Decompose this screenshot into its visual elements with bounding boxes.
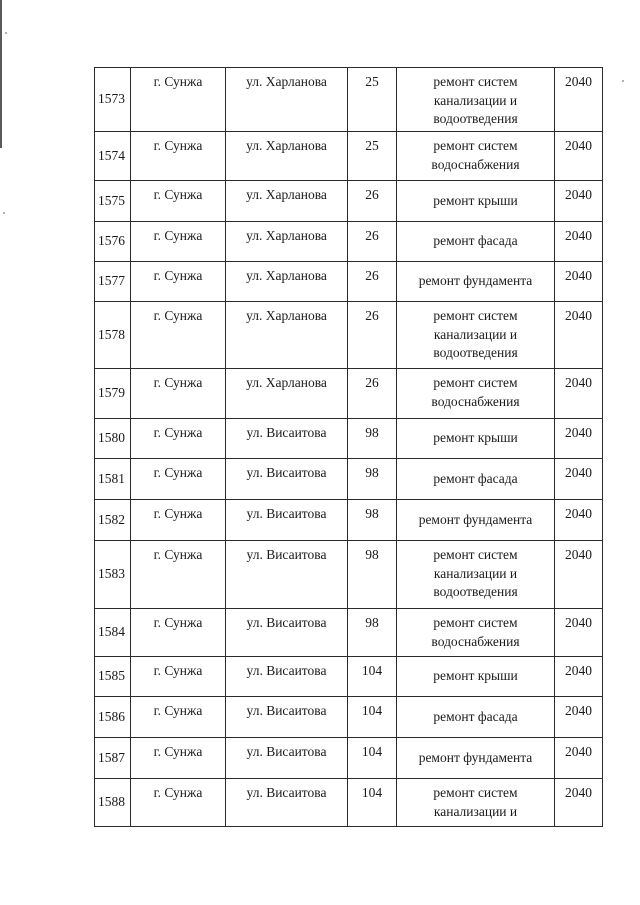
work-type-cell: ремонт фундамента xyxy=(397,738,555,779)
house-number-cell: 25 xyxy=(348,68,397,132)
city-cell: г. Сунжа xyxy=(131,541,226,609)
street-cell: ул. Висаитова xyxy=(226,609,348,657)
table-row xyxy=(95,657,603,697)
table-row xyxy=(95,262,603,302)
year-cell: 2040 xyxy=(555,132,603,181)
year-cell: 2040 xyxy=(555,302,603,369)
house-number-cell: 98 xyxy=(348,419,397,459)
year-cell: 2040 xyxy=(555,697,603,738)
row-number: 1579 xyxy=(95,369,131,419)
table-row xyxy=(95,697,603,738)
street-cell: ул. Висаитова xyxy=(226,541,348,609)
row-number: 1584 xyxy=(95,609,131,657)
work-type-cell: ремонт систем водоснабжения xyxy=(397,369,555,419)
city-cell: г. Сунжа xyxy=(131,68,226,132)
row-number: 1577 xyxy=(95,262,131,302)
year-cell: 2040 xyxy=(555,181,603,222)
work-type-cell: ремонт фундамента xyxy=(397,262,555,302)
street-cell: ул. Висаитова xyxy=(226,419,348,459)
row-number: 1576 xyxy=(95,222,131,262)
city-cell: г. Сунжа xyxy=(131,132,226,181)
scan-speck xyxy=(5,32,7,34)
table-row xyxy=(95,68,603,132)
year-cell: 2040 xyxy=(555,609,603,657)
city-cell: г. Сунжа xyxy=(131,262,226,302)
city-cell: г. Сунжа xyxy=(131,500,226,541)
table-row xyxy=(95,419,603,459)
table-row xyxy=(95,369,603,419)
year-cell: 2040 xyxy=(555,369,603,419)
repair-schedule-table xyxy=(94,67,603,827)
house-number-cell: 26 xyxy=(348,369,397,419)
city-cell: г. Сунжа xyxy=(131,302,226,369)
street-cell: ул. Висаитова xyxy=(226,657,348,697)
work-type-cell: ремонт фасада xyxy=(397,459,555,500)
row-number: 1588 xyxy=(95,779,131,827)
city-cell: г. Сунжа xyxy=(131,459,226,500)
street-cell: ул. Харланова xyxy=(226,181,348,222)
house-number-cell: 98 xyxy=(348,609,397,657)
street-cell: ул. Харланова xyxy=(226,132,348,181)
work-type-cell: ремонт систем водоснабжения xyxy=(397,132,555,181)
house-number-cell: 26 xyxy=(348,262,397,302)
year-cell: 2040 xyxy=(555,419,603,459)
work-type-cell: ремонт фундамента xyxy=(397,500,555,541)
row-number: 1582 xyxy=(95,500,131,541)
year-cell: 2040 xyxy=(555,68,603,132)
city-cell: г. Сунжа xyxy=(131,609,226,657)
house-number-cell: 104 xyxy=(348,657,397,697)
work-type-cell: ремонт систем водоснабжения xyxy=(397,609,555,657)
city-cell: г. Сунжа xyxy=(131,181,226,222)
work-type-cell: ремонт систем канализации и xyxy=(397,779,555,827)
row-number: 1573 xyxy=(95,68,131,132)
house-number-cell: 26 xyxy=(348,222,397,262)
house-number-cell: 98 xyxy=(348,500,397,541)
house-number-cell: 98 xyxy=(348,541,397,609)
year-cell: 2040 xyxy=(555,657,603,697)
city-cell: г. Сунжа xyxy=(131,222,226,262)
row-number: 1574 xyxy=(95,132,131,181)
table-row xyxy=(95,738,603,779)
scan-speck xyxy=(622,80,624,82)
street-cell: ул. Висаитова xyxy=(226,779,348,827)
city-cell: г. Сунжа xyxy=(131,697,226,738)
year-cell: 2040 xyxy=(555,541,603,609)
street-cell: ул. Висаитова xyxy=(226,697,348,738)
table-row xyxy=(95,541,603,609)
table-row xyxy=(95,181,603,222)
work-type-cell: ремонт крыши xyxy=(397,419,555,459)
city-cell: г. Сунжа xyxy=(131,738,226,779)
house-number-cell: 104 xyxy=(348,738,397,779)
row-number: 1585 xyxy=(95,657,131,697)
table-row xyxy=(95,459,603,500)
row-number: 1580 xyxy=(95,419,131,459)
row-number: 1575 xyxy=(95,181,131,222)
work-type-cell: ремонт крыши xyxy=(397,181,555,222)
row-number: 1586 xyxy=(95,697,131,738)
row-number: 1583 xyxy=(95,541,131,609)
work-type-cell: ремонт фасада xyxy=(397,222,555,262)
street-cell: ул. Харланова xyxy=(226,369,348,419)
street-cell: ул. Висаитова xyxy=(226,459,348,500)
row-number: 1581 xyxy=(95,459,131,500)
table-row xyxy=(95,609,603,657)
house-number-cell: 98 xyxy=(348,459,397,500)
year-cell: 2040 xyxy=(555,262,603,302)
year-cell: 2040 xyxy=(555,500,603,541)
house-number-cell: 104 xyxy=(348,779,397,827)
row-number: 1578 xyxy=(95,302,131,369)
work-type-cell: ремонт фасада xyxy=(397,697,555,738)
work-type-cell: ремонт систем канализации и водоотведения xyxy=(397,302,555,369)
street-cell: ул. Висаитова xyxy=(226,500,348,541)
table-row xyxy=(95,132,603,181)
street-cell: ул. Харланова xyxy=(226,68,348,132)
year-cell: 2040 xyxy=(555,779,603,827)
table-row xyxy=(95,302,603,369)
work-type-cell: ремонт крыши xyxy=(397,657,555,697)
year-cell: 2040 xyxy=(555,459,603,500)
street-cell: ул. Харланова xyxy=(226,302,348,369)
street-cell: ул. Висаитова xyxy=(226,738,348,779)
house-number-cell: 25 xyxy=(348,132,397,181)
scan-edge-mark xyxy=(0,0,2,148)
year-cell: 2040 xyxy=(555,738,603,779)
scan-speck xyxy=(3,212,5,214)
house-number-cell: 26 xyxy=(348,181,397,222)
table-row xyxy=(95,222,603,262)
street-cell: ул. Харланова xyxy=(226,222,348,262)
house-number-cell: 26 xyxy=(348,302,397,369)
work-type-cell: ремонт систем канализации и водоотведения xyxy=(397,68,555,132)
year-cell: 2040 xyxy=(555,222,603,262)
city-cell: г. Сунжа xyxy=(131,419,226,459)
city-cell: г. Сунжа xyxy=(131,657,226,697)
street-cell: ул. Харланова xyxy=(226,262,348,302)
city-cell: г. Сунжа xyxy=(131,369,226,419)
row-number: 1587 xyxy=(95,738,131,779)
house-number-cell: 104 xyxy=(348,697,397,738)
table-row xyxy=(95,779,603,827)
city-cell: г. Сунжа xyxy=(131,779,226,827)
table-row xyxy=(95,500,603,541)
work-type-cell: ремонт систем канализации и водоотведения xyxy=(397,541,555,609)
